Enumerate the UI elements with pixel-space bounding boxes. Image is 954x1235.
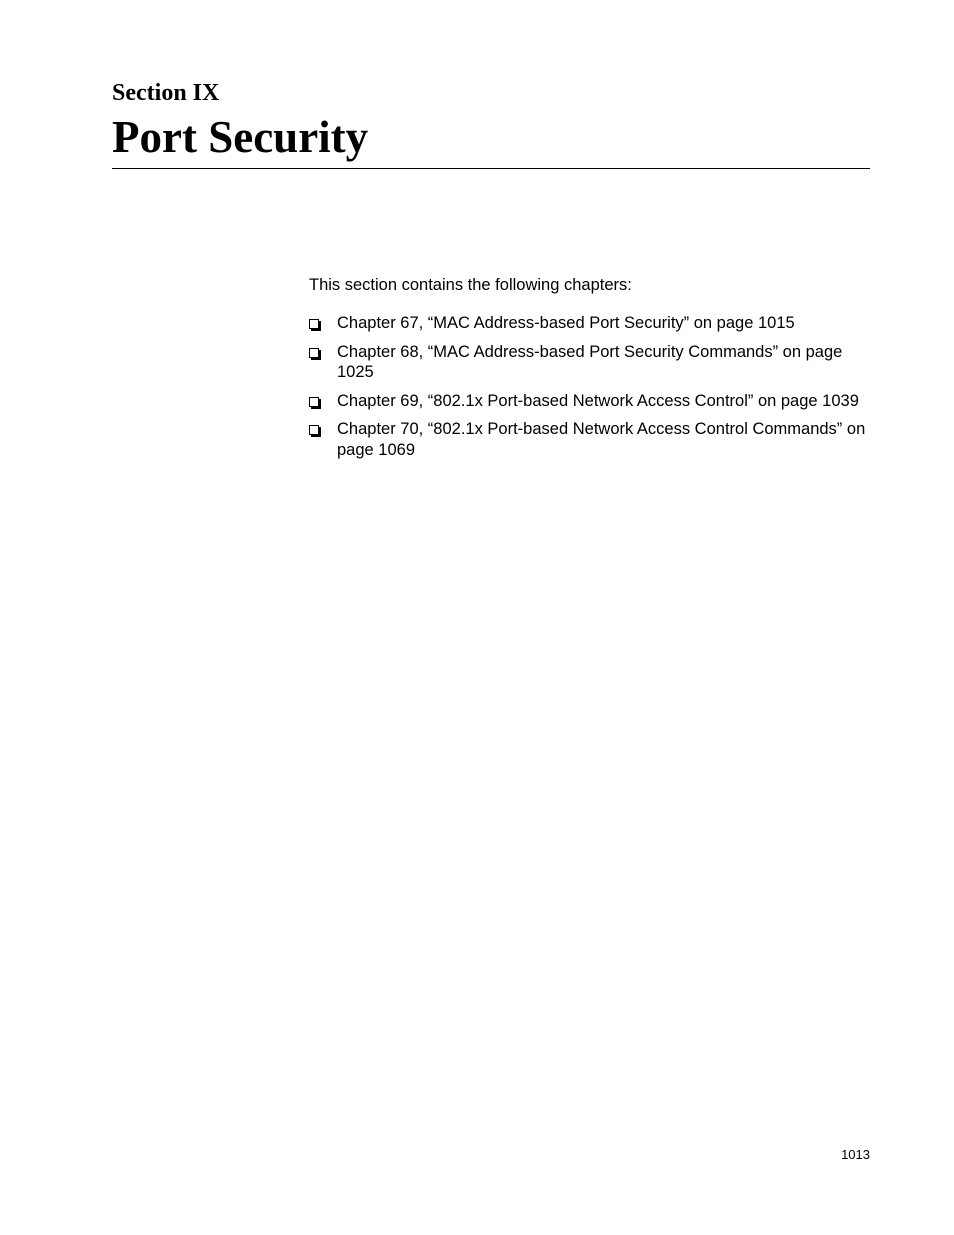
chapter-link-68[interactable]: Chapter 68, “MAC Address-based Port Security Commands” on page 1025 [337, 342, 843, 381]
page-title: Port Security [112, 112, 369, 162]
list-item[interactable] [309, 313, 869, 334]
intro-text: This section contains the following chapters: [309, 276, 632, 294]
title-divider [112, 168, 870, 169]
checkbox-bullet-icon [309, 319, 319, 329]
chapter-link-70[interactable]: Chapter 70, “802.1x Port-based Network Access Control Commands” on page 1069 [337, 420, 866, 459]
page-number: 1013 [841, 1147, 870, 1162]
checkbox-bullet-icon [309, 397, 319, 407]
list-item[interactable] [309, 391, 869, 412]
chapter-link-69[interactable]: Chapter 69, “802.1x Port-based Network Access Control” on page 1039 [337, 391, 859, 410]
checkbox-bullet-icon [309, 425, 319, 435]
checkbox-bullet-icon [309, 348, 319, 358]
list-item[interactable] [309, 419, 869, 460]
chapter-list [309, 313, 869, 468]
chapter-link-67[interactable]: Chapter 67, “MAC Address-based Port Security” on page 1015 [337, 314, 795, 332]
list-item[interactable] [309, 342, 869, 383]
section-label: Section IX [112, 80, 220, 106]
